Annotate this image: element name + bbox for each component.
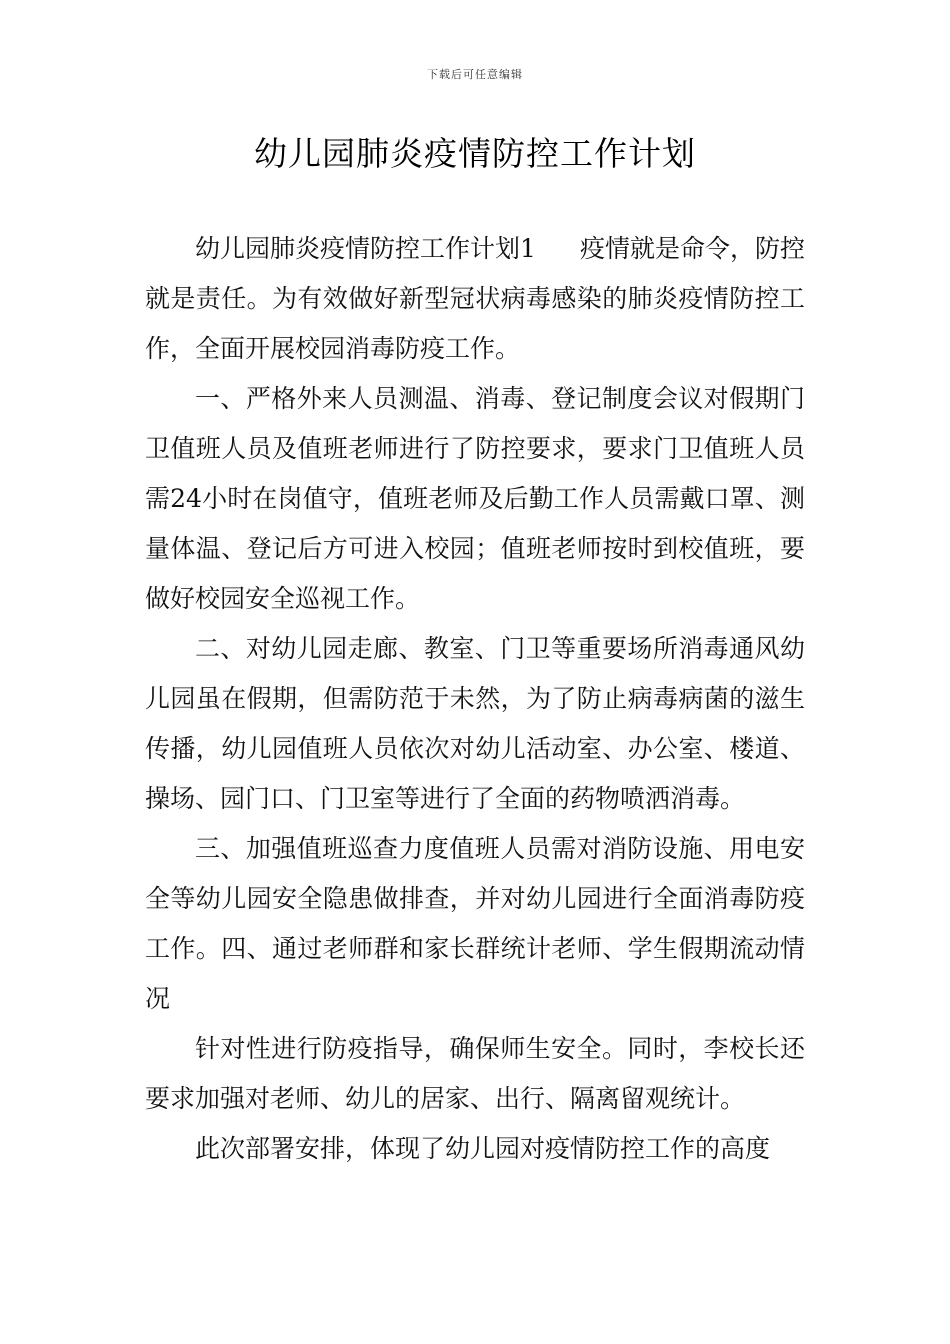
header-note: 下载后可任意编辑	[427, 68, 523, 81]
paragraph-4: 三、加强值班巡查力度值班人员需对消防设施、用电安全等幼儿园安全隐患做排查，并对幼儿园进行全面消毒防疫工作。四、通过老师群和家长群统计老师、学生假期流动情况	[145, 834, 805, 1013]
document-title: 幼儿园肺炎疫情防控工作计划	[254, 134, 696, 173]
paragraph-3: 二、对幼儿园走廊、教室、门卫等重要场所消毒通风幼儿园虽在假期，但需防范于未然，为了防止病毒病菌的滋生传播，幼儿园值班人员依次对幼儿活动室、办公室、楼道、操场、园门口、门卫室等进行了全面的药物喷洒消毒。	[145, 634, 805, 813]
plan-number-heading: 幼儿园肺炎疫情防控工作计划1	[195, 234, 536, 263]
paragraph-1	[145, 224, 805, 374]
paragraph-2: 一、严格外来人员测温、消毒、登记制度会议对假期门卫值班人员及值班老师进行了防控要求，要求门卫值班人员需24小时在岗值守，值班老师及后勤工作人员需戴口罩、测量体温、登记后方可进入校园；值班老师按时到校值班，要做好校园安全巡视工作。	[145, 384, 805, 613]
paragraph-5: 针对性进行防疫指导，确保师生安全。同时，李校长还要求加强对老师、幼儿的居家、出行、隔离留观统计。	[145, 1034, 805, 1113]
document-body	[145, 224, 805, 1174]
paragraph-6: 此次部署安排，体现了幼儿园对疫情防控工作的高度	[195, 1134, 771, 1163]
paragraph-1-text: 疫情就是命令，防控就是责任。为有效做好新型冠状病毒感染的肺炎疫情防控工作，全面开展校园消毒防疫工作。	[145, 234, 805, 363]
